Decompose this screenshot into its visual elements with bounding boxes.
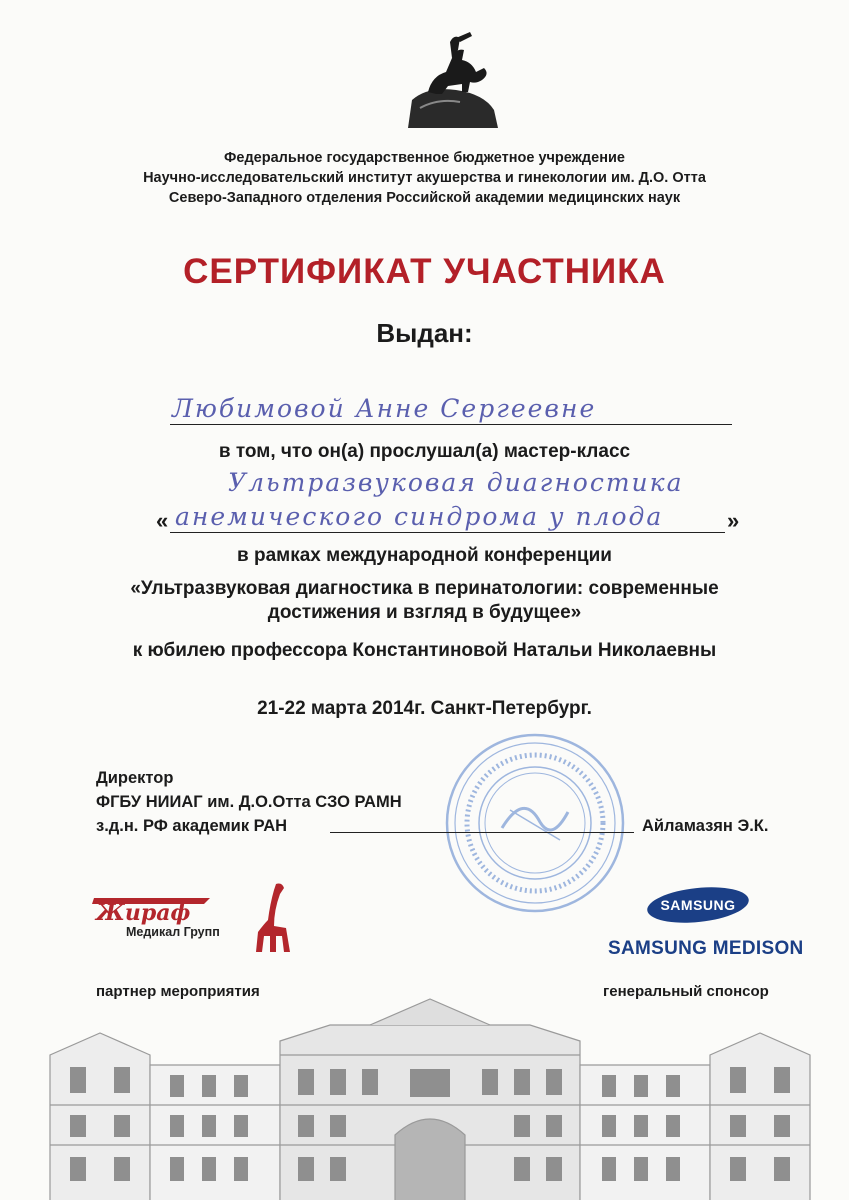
sponsor-logo-oval-text: SAMSUNG — [660, 897, 736, 913]
signatory-title: Директор — [96, 769, 174, 787]
conference-title-line-2: достижения и взгляд в будущее» — [267, 602, 582, 623]
issued-label: Выдан: — [376, 318, 473, 348]
masterclass-title-line-2: анемического синдрома у плода — [175, 502, 664, 531]
masterclass-underline — [170, 532, 725, 533]
sponsor-logo — [646, 886, 750, 924]
recipient-underline — [170, 424, 732, 425]
intro-text: в том, что он(а) прослушал(а) мастер-класс — [218, 441, 631, 462]
org-line-1: Федеральное государственное бюджетное учреждение — [224, 150, 625, 166]
partner-logo-sub: Медикал Групп — [126, 925, 220, 939]
signatory-institution: ФГБУ НИИАГ им. Д.О.Отта СЗО РАМН — [96, 793, 402, 811]
org-line-3: Северо-Западного отделения Российской академии медицинских наук — [168, 190, 681, 206]
masterclass-title-line-1: Ультразвуковая диагностика — [228, 468, 684, 497]
date-place: 21-22 марта 2014г. Санкт-Петербург. — [257, 698, 592, 719]
partner-logo-main: Жираф — [96, 900, 191, 926]
recipient-name-handwritten: Любимовой Анне Сергеевне — [172, 394, 597, 423]
conference-title-line-1: «Ультразвуковая диагностика в перинатологии: современные — [130, 578, 719, 599]
quote-close: » — [727, 508, 740, 533]
institute-building-icon — [30, 985, 830, 1200]
giraffe-icon — [256, 884, 290, 953]
bronze-horseman-icon — [398, 28, 502, 130]
partner-logo — [90, 880, 300, 960]
org-line-2: Научно-исследовательский институт акушерства и гинекологии им. Д.О. Отта — [143, 170, 706, 186]
signature-line — [330, 832, 634, 833]
jubilee-text: к юбилею профессора Константиновой Натальи Николаевны — [132, 640, 717, 661]
sponsor-logo-text: SAMSUNG MEDISON — [608, 938, 804, 959]
official-seal-icon — [444, 732, 626, 914]
quote-open: « — [156, 508, 169, 533]
signatory-name: Айламазян Э.К. — [642, 817, 769, 835]
certificate-title: СЕРТИФИКАТ УЧАСТНИКА — [183, 252, 666, 291]
partner-label: партнер мероприятия — [96, 983, 260, 1000]
sponsor-label: генеральный спонсор — [603, 983, 769, 1000]
signatory-rank: з.д.н. РФ академик РАН — [96, 817, 288, 835]
framework-text: в рамках международной конференции — [237, 545, 612, 566]
